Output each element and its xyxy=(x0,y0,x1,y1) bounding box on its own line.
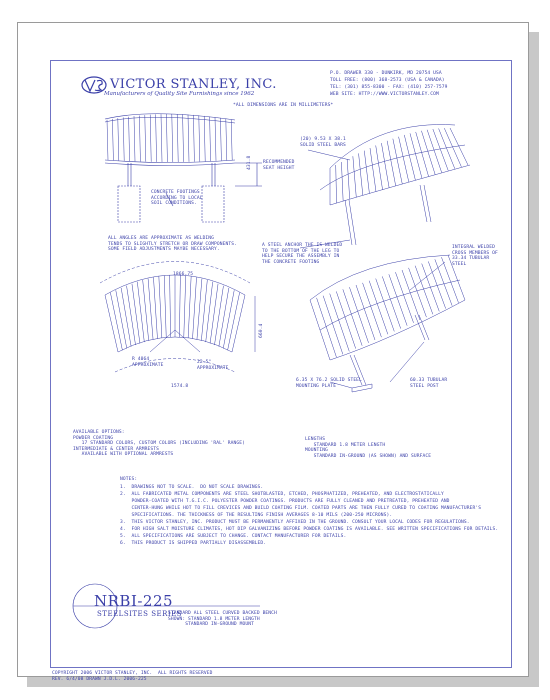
slat-line xyxy=(427,130,442,173)
slat-line xyxy=(369,281,388,335)
address-line-4: WEB SITE: HTTP://WWW.VICTORSTANLEY.COM xyxy=(330,92,439,97)
note-line: POWDER-COATED WITH T.G.I.C. POLYESTER POWDER COATINGS. PRODUCTS ARE FULLY CLEANED AND PRETREATED, PREHEATED AND xyxy=(120,499,450,504)
slat-line xyxy=(177,114,178,162)
notes-heading: NOTES: xyxy=(120,477,138,482)
mounting-plate-label: 6.35 X 76.2 SOLID STEEL MOUNTING PLATE xyxy=(296,378,362,389)
slat-line xyxy=(143,280,149,341)
slat-line xyxy=(232,295,245,352)
note-line: 6. THIS PRODUCT IS SHIPPED PARTIALLY DISASSEMBLED. xyxy=(120,541,267,546)
slat-line xyxy=(129,117,130,161)
slat-line xyxy=(112,119,113,160)
slat-line xyxy=(226,119,227,161)
slat-line xyxy=(215,117,216,161)
dimensions-note: *ALL DIMENSIONS ARE IN MILLIMETERS* xyxy=(233,103,334,108)
slat-line xyxy=(153,277,157,338)
slat-line xyxy=(310,300,330,360)
bench-plan-view xyxy=(100,262,255,373)
slat-line xyxy=(156,114,157,162)
slat-line xyxy=(421,131,435,175)
plan-slats xyxy=(105,275,245,352)
angles-note: ALL ANGLES ARE APPROXIMATE AS WELDING TENDS TO SLIGHTLY STRETCH OR DRAW COMPONENTS. SOME FIELD ADJUSTMENTS MAYBE NECESSARY. xyxy=(108,236,237,253)
company-tagline: Manufacturers of Quality Site Furnishings since 1962 xyxy=(104,91,255,97)
slat-line xyxy=(161,114,162,162)
slat-line xyxy=(193,277,197,338)
slat-line xyxy=(164,276,166,338)
cross-members-label: INTEGRAL WELDED CROSS MEMBERS OF 33.34 TUBULAR STEEL xyxy=(452,245,498,267)
slat-line xyxy=(204,116,205,161)
slat-line xyxy=(387,141,396,186)
slat-line xyxy=(219,288,229,347)
post-label: 60.33 TUBULAR STEEL POST xyxy=(410,378,448,389)
iso-slats-bottom xyxy=(310,255,465,360)
slat-line xyxy=(197,279,202,340)
note-line: 2. ALL FABRICATED METAL COMPONENTS ARE STEEL SHOTBLASTED, ETCHED, PHOSPHATIZED, PREHEATED, AND ELECTROSTATICALLY xyxy=(120,492,444,497)
slat-line xyxy=(353,156,356,197)
slat-line xyxy=(184,276,186,338)
slat-line xyxy=(179,275,180,337)
slat-line xyxy=(159,276,162,338)
slat-line xyxy=(415,266,433,315)
note-line: 5. ALL SPECIFICATIONS ARE SUBJECT TO CHANGE. CONTACT MANUFACTURER FOR DETAILS. xyxy=(120,534,347,539)
product-description: STANDARD ALL STEEL CURVED BACKED BENCH SHOWN: STANDARD 1.8 METER LENGTH STANDARD IN-GROUND MOUNT xyxy=(168,611,277,628)
address-line-2: TOLL FREE: (800) 368-2573 (USA & CANADA) xyxy=(330,78,445,83)
revision-line: REV. 6/4/08 DRAWN J.D.L. 2006-225 xyxy=(52,677,147,682)
series-name: STEELSITES SERIES xyxy=(97,610,183,618)
slat-line xyxy=(363,283,382,337)
plan-depth: 660.4 xyxy=(259,323,264,338)
slat-line xyxy=(105,295,118,352)
slat-line xyxy=(188,276,191,338)
slat-line xyxy=(116,290,127,348)
slat-line xyxy=(166,114,167,162)
slat-line xyxy=(210,117,211,162)
slat-line xyxy=(416,132,429,176)
slat-line xyxy=(370,148,376,192)
slat-line xyxy=(214,286,223,345)
anchor-label: A STEEL ANCHOR THE IS WELDED TO THE BOTTOM OF THE LEG TO HELP SECURE THE ASSEMBLY IN THE CONCRETE FOOTING xyxy=(262,243,343,265)
slat-line xyxy=(422,264,440,312)
slat-line xyxy=(356,285,375,340)
note-line: 4. FOR HIGH SALT MOISTURE CLIMATES, HOT DIP GALVANIZING BEFORE POWDER COATING IS AVAILABLE. SEE WRITTEN SPECIFICATIONS FOR DETAILS. xyxy=(120,527,499,532)
slat-line xyxy=(188,115,189,162)
slat-line xyxy=(123,117,124,160)
note-line: 1. DRAWINGS NOT TO SCALE. DO NOT SCALE DRAWINGS. xyxy=(120,485,264,490)
slat-line xyxy=(148,279,153,340)
address-line-3: TEL: (301) 855-8300 - FAX: (410) 257-7579 xyxy=(330,85,448,90)
slat-line xyxy=(450,128,468,165)
slat-line xyxy=(127,286,136,345)
slat-line xyxy=(193,115,194,162)
note-line: SPECIFICATIONS. THE THICKNESS OF THE RESULTING FINISH AVERAGES 8-10 MILS (200-250 MICRONS). xyxy=(120,513,393,518)
iso-slats-top xyxy=(330,128,468,205)
slat-line xyxy=(199,115,200,161)
slat-line xyxy=(399,137,409,182)
slat-line xyxy=(336,165,337,203)
slat-line xyxy=(395,272,413,323)
slat-line xyxy=(317,298,337,357)
slat-line xyxy=(231,119,232,160)
note-line: 3. THIS VICTOR STANLEY, INC. PRODUCT MUST BE PERMANENTLY AFFIXED IN THE GROUND. CONSULT YOUR LOCAL CODES FOR REGULATIONS. xyxy=(120,520,470,525)
plan-top-width: 1866.75 xyxy=(173,272,194,277)
slat-line xyxy=(347,159,350,199)
model-number: NRBI-225 xyxy=(94,592,174,610)
slat-line xyxy=(145,115,146,162)
slat-line xyxy=(389,274,407,325)
slat-line xyxy=(150,115,151,162)
slat-line xyxy=(359,153,363,195)
footings-note: CONCRETE FOOTINGS ACCORDING TO LOCAL SOIL CONDITIONS. xyxy=(151,190,203,207)
plan-bottom-width: 1574.8 xyxy=(171,384,189,389)
slat-line xyxy=(183,114,184,162)
slat-line xyxy=(139,116,140,162)
slat-line xyxy=(402,270,420,320)
plan-radius: R 4064 APPROXIMATE xyxy=(132,357,164,368)
slat-line xyxy=(170,275,171,337)
slat-line xyxy=(404,135,415,180)
copyright-line: COPYRIGHT 2006 VICTOR STANLEY, INC. ALL RIGHTS RESERVED xyxy=(52,671,213,676)
bars-label: (20) 9.53 X 38.1 SOLID STEEL BARS xyxy=(300,137,346,148)
slat-line xyxy=(134,116,135,161)
slat-line xyxy=(343,289,362,345)
slat-line xyxy=(323,296,343,355)
elevation-slats xyxy=(107,114,232,162)
company-logo-text: VICTOR STANLEY, INC. xyxy=(110,77,277,92)
slat-line xyxy=(349,287,368,343)
slat-line xyxy=(330,294,350,352)
slat-line xyxy=(376,279,395,332)
slat-line xyxy=(376,145,383,189)
plan-angle: 22.5° APPROXIMATE xyxy=(197,360,229,371)
seat-height-value: 431.8 xyxy=(247,155,252,170)
slat-line xyxy=(107,120,108,160)
slat-line xyxy=(228,293,240,351)
seat-height-label: RECOMMENDED SEAT HEIGHT xyxy=(263,160,295,171)
slat-line xyxy=(220,118,221,161)
slat-line xyxy=(364,151,369,194)
slat-line xyxy=(381,143,389,188)
lengths-mounting: LENGTHS STANDARD 1.8 METER LENGTH MOUNTING STANDARD IN-GROUND (AS SHOWN) AND SURFACE xyxy=(305,437,432,459)
slat-line xyxy=(336,291,355,348)
address-line-1: P.O. DRAWER 330 - DUNKIRK, MD 20754 USA xyxy=(330,71,442,76)
slat-line xyxy=(110,293,122,351)
note-line: CENTER-HUNG WHILE HOT TO FILL CREVICES AND BUILD COATING FILM. COATED PARTS ARE THEN FULLY CURED TO COATING MANUFACTURER'S xyxy=(120,506,482,511)
victor-stanley-logo-icon xyxy=(82,77,106,93)
slat-line xyxy=(118,118,119,160)
slat-line xyxy=(341,162,343,201)
slat-line xyxy=(410,133,422,178)
slat-line xyxy=(172,114,173,162)
bench-underside-view xyxy=(310,255,465,392)
slat-line xyxy=(121,288,131,347)
slat-line xyxy=(223,290,234,348)
slat-line xyxy=(201,280,207,341)
available-options: AVAILABLE OPTIONS: POWDER COATING 17 STANDARD COLORS, CUSTOM COLORS (INCLUDING 'RAL' RANGE) INTERMEDIATE & CENTER ARMRESTS AVAILABLE WITH OPTIONAL ARMRESTS xyxy=(73,430,245,458)
slat-line xyxy=(382,276,400,328)
